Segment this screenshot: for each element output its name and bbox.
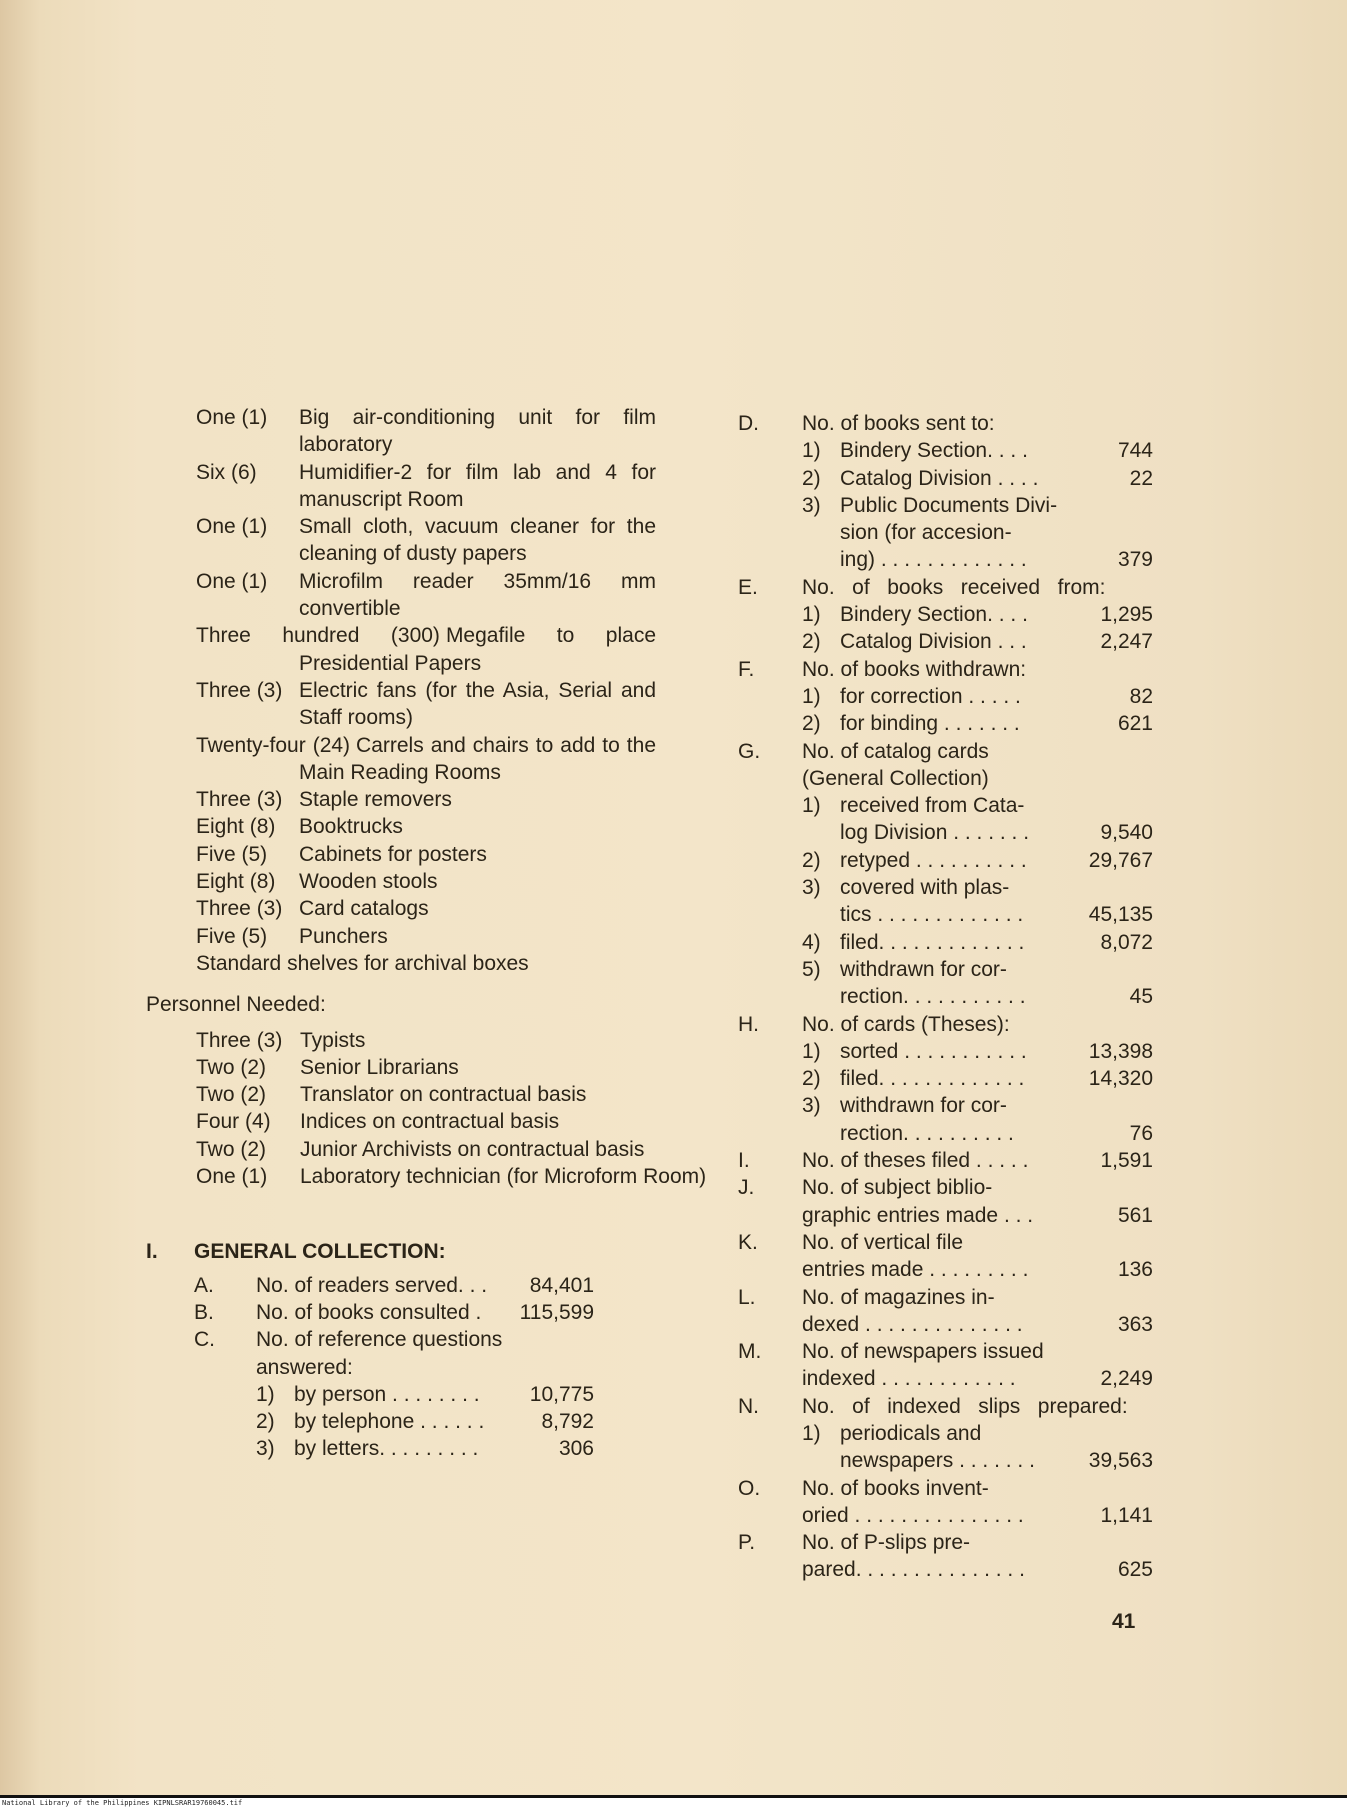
entry-label: pared. . . . . . . . . . . . . . . [802,1558,1025,1582]
entry-value: 136 [1117,1258,1153,1282]
subitem-number: 3) [802,1094,821,1118]
entry-f [738,656,1153,738]
subitem-line [840,929,1153,956]
subitem-text: withdrawn for cor- [840,957,1007,981]
subitem [802,465,1153,492]
entry-line [802,1365,1153,1392]
subitem-number: 1) [256,1382,275,1406]
subitem-number: 1) [802,794,821,818]
subitem-line [802,983,1153,1010]
subitem-label: log Division . . . . . . . [840,821,1030,845]
entry-heading: No. of cards (Theses): [802,1012,1010,1036]
subitem-line [840,683,1153,710]
subitem [802,628,1153,655]
subitem-value: 76 [1129,1121,1153,1145]
entry-p [738,1529,1153,1584]
entry-label: dexed . . . . . . . . . . . . . . [802,1312,1023,1336]
entry-e [738,574,1153,656]
subitem-value: 2,247 [1100,630,1153,654]
equipment-qty: Eight (8) [196,870,276,894]
subitem-label: Bindery Section. . . . [840,439,1028,463]
equipment-qty: Three (3) [196,678,283,702]
entry-letter: J. [738,1176,755,1200]
subitem-label: filed. . . . . . . . . . . . . [840,1067,1025,1091]
entry-letter: M. [738,1340,762,1364]
entry-n [738,1393,1153,1475]
equipment-item [196,513,656,568]
subitem-text: sion (for accesion- [840,521,1012,545]
subitem-text: received from Cata- [840,794,1025,818]
subitem [802,710,1153,737]
subitem-number: 1) [802,684,821,708]
subitem [802,929,1153,956]
equipment-qty: Twenty-four (24) [196,733,351,757]
entry-letter: H. [738,1012,759,1036]
equipment-text: Humidifier-2 for film lab and 4 for manuscript Room [299,460,656,511]
subitem-row [802,710,1153,737]
subitem-value: 45 [1129,985,1153,1009]
entry-line [802,1202,1153,1229]
entry-value: 1,141 [1100,1503,1153,1527]
equipment-qty: Five (5) [196,924,268,948]
entry-label: entries made . . . . . . . . . [802,1258,1029,1282]
entry-text: No. of P-slips pre- [802,1531,971,1555]
equipment-text: Big air-conditioning unit for film laboratory [299,406,656,457]
entry-body [802,1147,1153,1174]
subitem-value: 13,398 [1088,1039,1153,1063]
entry-label: No. of books consulted . [256,1300,482,1324]
subitem-label: newspapers . . . . . . . [840,1449,1035,1473]
subitem-row [802,437,1153,464]
subitem-number: 3) [802,493,821,517]
subitem-line [840,847,1153,874]
personnel-heading: Personnel Needed: [146,993,326,1017]
entry-letter: D. [738,412,759,435]
equipment-qty: Three hundred (300) [196,624,440,648]
personnel-qty: Three (3) [196,1028,283,1052]
entry-value: 84,401 [529,1273,594,1297]
subitem-number: 5) [802,957,821,981]
subitem-line [840,601,1153,628]
subitem-label: by person . . . . . . . . [294,1382,480,1406]
equipment-text: Staple removers [299,788,452,812]
subitem-number: 2) [802,630,821,654]
equipment-qty: Six (6) [196,460,257,484]
subitem-line [802,1120,1153,1147]
entry-body [802,1393,1153,1475]
subitem-head [802,1092,1153,1119]
personnel-text: Junior Archivists on contractual basis [300,1137,645,1161]
entry-value: 625 [1117,1558,1153,1582]
subitem [802,1038,1153,1065]
subitem [802,601,1153,628]
personnel-item [146,1108,736,1135]
entry-letter: F. [738,657,755,681]
entry-body [802,1011,1153,1147]
subitem-label: retyped . . . . . . . . . . [840,848,1027,872]
subitem [802,1420,1153,1475]
personnel-text: Senior Librarians [300,1055,459,1079]
entry-label: indexed . . . . . . . . . . . . [802,1367,1016,1391]
subitem-value: 8,072 [1100,930,1153,954]
entry-heading: No. of books received from: [802,575,1106,599]
subitem-row [802,1038,1153,1065]
equipment-text: Card catalogs [299,897,429,921]
entry-body [802,1475,1153,1530]
subitem [802,874,1153,929]
equipment-item [196,677,656,732]
personnel-qty: One (1) [196,1165,268,1189]
entry-c-subitems [256,1381,594,1463]
entry-letter: L. [738,1285,756,1309]
subitem-row [802,929,1153,956]
subitem-label: Catalog Division . . . . [840,466,1039,490]
entry-value: 363 [1117,1312,1153,1336]
subitem-number: 1) [802,1039,821,1063]
subitem-value: 8,792 [541,1410,594,1434]
personnel-qty: Two (2) [196,1137,267,1161]
entry-body [802,1174,1153,1229]
personnel-item [146,1136,736,1163]
entry-label: graphic entries made . . . [802,1203,1034,1227]
entry-line [802,1556,1153,1583]
subitem-value: 744 [1117,439,1153,463]
equipment-item [196,404,656,459]
standard-shelves: Standard shelves for archival boxes [196,951,529,975]
subitem-value: 22 [1129,466,1153,490]
subitem [802,1092,1153,1147]
right-column [738,410,1153,1584]
personnel-text: Laboratory technician (for Microform Room) [300,1165,707,1189]
subitem-row [802,1065,1153,1092]
entry-line [802,1502,1153,1529]
subitem-row [802,628,1153,655]
entry-value: 115,599 [519,1300,594,1324]
equipment-qty: Three (3) [196,897,283,921]
entry-h [738,1011,1153,1147]
entry-letter: K. [738,1230,758,1254]
entry-value: 1,591 [1100,1149,1153,1173]
equipment-item [196,459,656,514]
subitem [802,683,1153,710]
entry-label: No. of readers served. . . [256,1273,488,1297]
subitem-head [802,492,1153,519]
subitem-number: 1) [802,439,821,463]
entry-label: No. of theses filed . . . . . [802,1149,1029,1173]
subitem [802,437,1153,464]
entry-label: oried . . . . . . . . . . . . . . . [802,1503,1024,1527]
entry-body [802,738,1153,1011]
equipment-qty: Eight (8) [196,815,276,839]
personnel-qty: Two (2) [196,1055,267,1079]
entry-body [802,1229,1153,1284]
subitem-line [294,1435,594,1462]
subitem-line [802,819,1153,846]
entry-heading: No. of indexed slips prepared: [802,1394,1128,1418]
subitem [802,492,1153,574]
equipment-text: Electric fans (for the Asia, Serial and Staff rooms) [299,678,656,730]
subitem-number: 2) [802,712,821,736]
equipment-text: Carrels and chairs to add to the Main Reading Rooms [299,733,656,784]
entry-c [194,1326,594,1462]
subitem-line [802,901,1153,928]
subitem-line [802,546,1153,573]
equipment-qty: One (1) [196,406,268,429]
subitem-row [802,465,1153,492]
subitem [256,1381,594,1408]
entry-body [802,574,1153,656]
personnel-item [146,1163,736,1190]
equipment-qty: One (1) [196,515,268,539]
equipment-qty: One (1) [196,569,268,593]
left-column [146,404,707,1463]
subitem-value: 9,540 [1100,821,1153,845]
equipment-text: Small cloth, vacuum cleaner for the cleaning of dusty papers [299,515,656,566]
entry-heading: No. of books sent to: [802,412,995,435]
entry-m [738,1338,1153,1393]
subitem-label: by letters. . . . . . . . . [294,1437,479,1461]
entry-letter: B. [194,1300,214,1324]
subitem-head [802,874,1153,901]
entry-body [802,1338,1153,1393]
subitem-text: withdrawn for cor- [840,1094,1007,1118]
subitem [802,1065,1153,1092]
entry-g [738,738,1153,1011]
entry-b [194,1299,594,1326]
entry-a [194,1272,594,1299]
subitem-label: tics . . . . . . . . . . . . . [840,903,1024,927]
subitem-value: 45,135 [1088,903,1153,927]
subitem-head [802,792,1153,819]
equipment-item [196,841,656,868]
section-heading [146,1238,656,1265]
subitem-head [802,1420,1153,1447]
subitem-line [802,1447,1153,1474]
entry-body [802,410,1153,574]
entry-letter: P. [738,1531,756,1555]
entry-letter: C. [194,1328,215,1352]
subitem-text: Public Documents Divi- [840,493,1058,517]
equipment-text: Megafile to place Presidential Papers [299,624,657,675]
entry-text: No. of vertical file [802,1230,964,1254]
equipment-text: Punchers [299,924,388,948]
equipment-item [196,732,656,787]
subitem-line [840,437,1153,464]
entry-heading: No. of catalog cards [802,739,989,763]
subitem-label: filed. . . . . . . . . . . . . [840,930,1025,954]
subitem-number: 1) [802,1421,821,1445]
subitem-value: 1,295 [1100,603,1153,627]
subitem-value: 621 [1117,712,1153,736]
subitem-number: 2) [802,1067,821,1091]
subitem-number: 2) [802,466,821,490]
entry-line [802,1311,1153,1338]
subitem-line [840,628,1153,655]
entry-text: No. of subject biblio- [802,1176,993,1200]
personnel-qty: Four (4) [196,1110,271,1134]
equipment-qty: Five (5) [196,842,268,866]
entry-value: 2,249 [1100,1367,1153,1391]
personnel-item [146,1027,736,1054]
equipment-line [196,732,656,787]
subitem-row [802,847,1153,874]
subitem [256,1408,594,1435]
subitem-line [840,1065,1153,1092]
personnel-text: Typists [300,1028,366,1052]
equipment-text: Microfilm reader 35mm/16 mm convertible [299,569,656,621]
entry-line [802,1147,1153,1174]
entry-j [738,1174,1153,1229]
equipment-item [196,868,656,895]
subitem-text: covered with plas- [840,876,1010,900]
personnel-item [146,1054,736,1081]
entry-body [802,1284,1153,1339]
entry-k [738,1229,1153,1284]
subitem-label: sorted . . . . . . . . . . . [840,1039,1027,1063]
entry-text: No. of books invent- [802,1476,989,1500]
equipment-item [196,568,656,623]
equipment-item [196,786,656,813]
entry-body [802,656,1153,738]
subitem-value: 10,775 [529,1382,594,1406]
subitem-line [294,1381,594,1408]
subitem-value: 379 [1117,548,1153,572]
entry-i [738,1147,1153,1174]
equipment-list [196,404,656,950]
subitem-number: 3) [802,876,821,900]
subitem-label: for correction . . . . . [840,684,1021,708]
subitem-row [802,601,1153,628]
equipment-text: Wooden stools [299,870,438,894]
subitem-number: 2) [802,848,821,872]
general-collection-entries [194,1272,594,1463]
subitem-label: for binding . . . . . . . [840,712,1020,736]
entry-letter: N. [738,1394,759,1418]
subitem [802,956,1153,1011]
subitem-number: 4) [802,930,821,954]
subitem-line [840,1038,1153,1065]
subitem-value: 82 [1129,684,1153,708]
subitem-line [840,465,1153,492]
personnel-qty: Two (2) [196,1083,267,1107]
subitem [802,792,1153,847]
subitem-line [294,1408,594,1435]
equipment-item [196,895,656,922]
subitem-value: 29,767 [1088,848,1153,872]
personnel-list [146,1027,707,1191]
subitem-row [802,683,1153,710]
equipment-qty: Three (3) [196,788,283,812]
subitem-label: Bindery Section. . . . [840,603,1028,627]
entry-letter: E. [738,575,758,599]
section-number: I. [146,1240,158,1264]
entry-line [802,1256,1153,1283]
equipment-item [196,813,656,840]
subitem-line [840,710,1153,737]
subitem-head [802,956,1153,983]
entry-subheading: (General Collection) [802,766,989,790]
equipment-text: Cabinets for posters [299,842,487,866]
subitem-number: 3) [256,1437,275,1461]
entry-text: No. of magazines in- [802,1285,995,1309]
subitem-label: Catalog Division . . . [840,630,1027,654]
equipment-item [196,923,656,950]
entry-body [802,1529,1153,1584]
entry-l [738,1284,1153,1339]
subitem-value: 306 [558,1437,594,1461]
page-number: 41 [1112,1610,1136,1633]
subitem [256,1435,594,1462]
subitem-label: by telephone . . . . . . [294,1410,485,1434]
scan-footer: National Library of the Philippines KIPNLSRAR19760045.tif [0,1795,1347,1808]
subitem-text: periodicals and [840,1421,982,1445]
personnel-text: Translator on contractual basis [300,1083,587,1107]
entry-value: 561 [1117,1203,1153,1227]
subitem-number: 2) [256,1410,275,1434]
subitem-value: 14,320 [1088,1067,1153,1091]
entry-letter: O. [738,1476,761,1500]
subitem [802,847,1153,874]
entry-heading: No. of books withdrawn: [802,657,1027,681]
personnel-text: Indices on contractual basis [300,1110,560,1134]
entry-text: No. of newspapers issued [802,1340,1044,1364]
equipment-line [196,622,656,677]
entry-letter: G. [738,739,761,763]
right-entries [738,410,1153,1584]
entry-o [738,1475,1153,1530]
entry-label: No. of reference questions answered: [256,1328,503,1379]
subitem-label: ing) . . . . . . . . . . . . . [840,548,1027,572]
subitem-number: 1) [802,603,821,627]
subitem-value: 39,563 [1088,1449,1153,1473]
section-title: GENERAL COLLECTION: [194,1240,446,1264]
equipment-text: Booktrucks [299,815,403,839]
equipment-item [196,622,656,677]
entry-letter: I. [738,1149,750,1173]
entry-d [738,410,1153,574]
subitem-label: rection. . . . . . . . . . [840,1121,1014,1145]
entry-letter: A. [194,1273,214,1297]
subitem-label: rection. . . . . . . . . . . [840,985,1026,1009]
personnel-item [146,1081,736,1108]
